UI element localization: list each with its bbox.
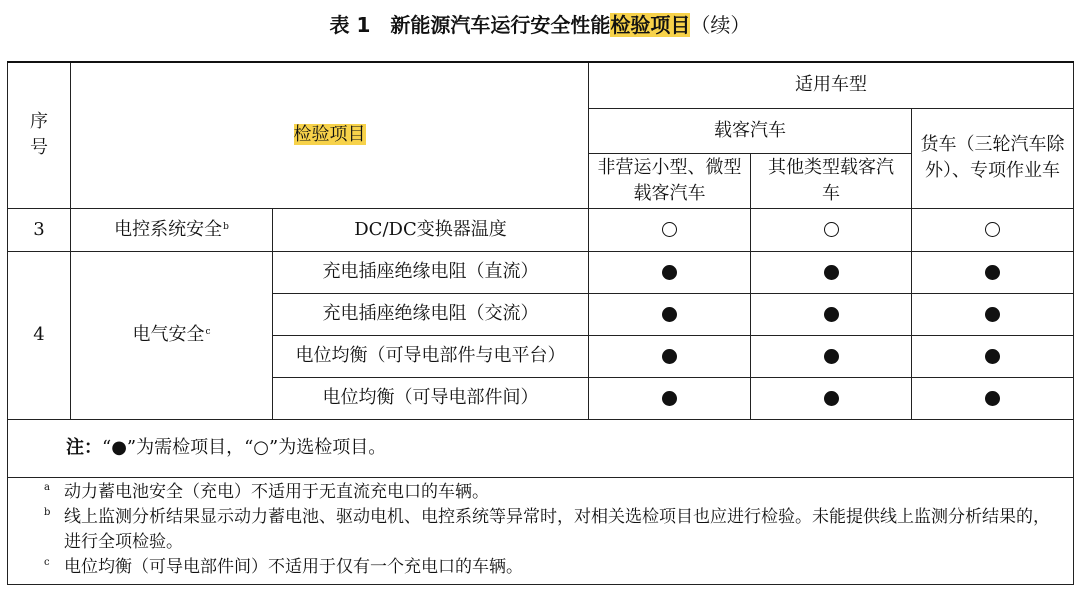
footnote-text: 线上监测分析结果显示动力蓄电池、驱动电机、电控系统等异常时，对相关选检项目也应进行检验。未能提供线上监测分析结果的，进行全项检验。 bbox=[64, 506, 1050, 552]
footnote-mark: c bbox=[44, 556, 50, 568]
required-dot-icon bbox=[662, 391, 677, 406]
required-dot-icon bbox=[824, 307, 839, 322]
footnote-text: 电位均衡（可导电部件间）不适用于仅有一个充电口的车辆。 bbox=[64, 556, 523, 577]
table-title bbox=[0, 10, 1080, 40]
header-item bbox=[71, 62, 589, 208]
required-dot-icon bbox=[985, 391, 1000, 406]
row3-mark-small bbox=[589, 208, 751, 251]
row4-mark bbox=[912, 293, 1074, 335]
footnote-mark: a bbox=[44, 481, 50, 493]
required-dot-icon bbox=[662, 265, 677, 280]
row4-mark bbox=[751, 293, 912, 335]
required-dot-icon bbox=[985, 307, 1000, 322]
required-dot-icon bbox=[824, 391, 839, 406]
header-seq: 序号 bbox=[8, 62, 71, 208]
row4-category: 电气安全$^c$ bbox=[71, 251, 273, 419]
inspection-table bbox=[7, 61, 1074, 585]
row4-mark bbox=[912, 335, 1074, 377]
row4-seq: 4 bbox=[8, 251, 71, 419]
row3-item: DC/DC变换器温度 bbox=[273, 208, 589, 251]
header-row-1 bbox=[8, 62, 1074, 108]
row4-mark bbox=[751, 377, 912, 419]
footnotes-cell bbox=[8, 477, 1074, 584]
row3-category: 电控系统安全$^b$ bbox=[71, 208, 273, 251]
row4-item-2: 充电插座绝缘电阻（交流） bbox=[273, 293, 589, 335]
row3-mark-other bbox=[751, 208, 912, 251]
required-dot-icon bbox=[662, 307, 677, 322]
row4-item-4: 电位均衡（可导电部件间） bbox=[273, 377, 589, 419]
row3-seq: 3 bbox=[8, 208, 71, 251]
table-row bbox=[8, 251, 1074, 293]
required-dot-icon bbox=[985, 349, 1000, 364]
required-dot-icon bbox=[662, 349, 677, 364]
table-title-prefix: 表 1 新能源汽车运行安全性能 bbox=[329, 13, 611, 37]
required-dot-icon bbox=[824, 349, 839, 364]
row4-mark bbox=[589, 293, 751, 335]
footnote-c bbox=[44, 555, 1063, 580]
row4-mark bbox=[589, 251, 751, 293]
footnote-mark: b bbox=[44, 506, 51, 518]
header-truck: 货车（三轮汽车除外）、专项作业车 bbox=[912, 108, 1074, 208]
required-dot-icon bbox=[985, 265, 1000, 280]
row4-item-3: 电位均衡（可导电部件与电平台） bbox=[273, 335, 589, 377]
row4-item-1: 充电插座绝缘电阻（直流） bbox=[273, 251, 589, 293]
table-row bbox=[8, 208, 1074, 251]
table-title-suffix: （续） bbox=[690, 13, 751, 37]
row4-mark bbox=[751, 335, 912, 377]
header-passenger: 载客汽车 bbox=[589, 108, 912, 153]
header-small: 非营运小型、微型载客汽车 bbox=[589, 153, 751, 208]
footnotes-row bbox=[8, 477, 1074, 584]
footnote-a bbox=[44, 480, 1063, 505]
optional-circle-icon bbox=[985, 222, 1000, 237]
optional-circle-icon bbox=[824, 222, 839, 237]
note-row bbox=[8, 419, 1074, 477]
header-other: 其他类型载客汽车 bbox=[751, 153, 912, 208]
row4-mark bbox=[589, 335, 751, 377]
note-cell bbox=[8, 419, 1074, 477]
row4-mark bbox=[589, 377, 751, 419]
row3-mark-truck bbox=[912, 208, 1074, 251]
footnote-b bbox=[44, 505, 1063, 555]
required-dot-icon bbox=[824, 265, 839, 280]
table-title-highlight: 检验项目 bbox=[610, 13, 691, 37]
row3-category-note: b bbox=[223, 221, 229, 232]
optional-circle-icon bbox=[662, 222, 677, 237]
note-label: 注： bbox=[66, 437, 102, 458]
header-applicable: 适用车型 bbox=[589, 62, 1074, 108]
row4-mark bbox=[751, 251, 912, 293]
footnote-text: 动力蓄电池安全（充电）不适用于无直流充电口的车辆。 bbox=[64, 481, 489, 502]
row4-category-note: c bbox=[205, 327, 211, 337]
row4-mark bbox=[912, 251, 1074, 293]
note-text: “●”为需检项目，“○”为选检项目。 bbox=[102, 437, 387, 458]
header-item-label: 检验项目 bbox=[293, 124, 366, 146]
row4-mark bbox=[912, 377, 1074, 419]
